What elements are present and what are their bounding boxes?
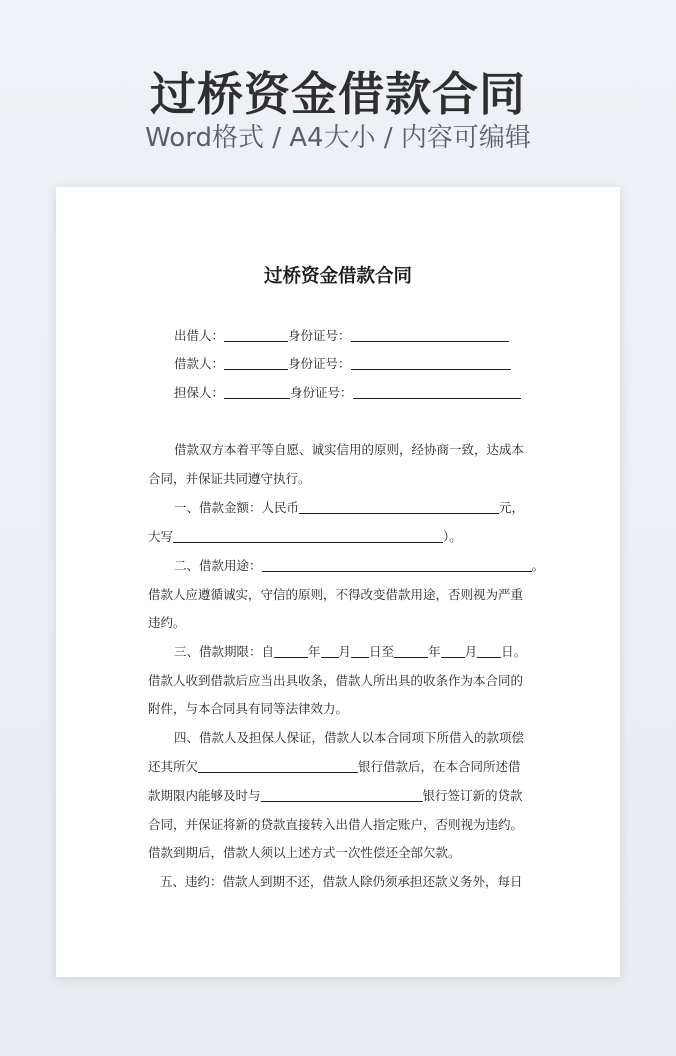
clause4-line2a: 还其所欠 xyxy=(148,759,199,774)
clause5-line-1: 五、违约：借款人到期不还，借款人除仍须承担还款义务外，每日 xyxy=(160,874,523,889)
guarantor-label: 担保人： xyxy=(174,385,225,400)
start-year-blank[interactable] xyxy=(274,643,308,658)
guarantor-name-blank[interactable] xyxy=(224,384,290,399)
document-title: 过桥资金借款合同 xyxy=(263,266,412,287)
borrower-name-blank[interactable] xyxy=(224,355,288,370)
clause4-line-5: 借款到期后，借款人须以上述方式一次性偿还全部欠款。 xyxy=(148,845,461,860)
owed-bank-blank[interactable] xyxy=(198,758,358,773)
borrower-id-label: 身份证号： xyxy=(288,356,351,371)
clause3-label: 三、借款期限：自 xyxy=(174,644,275,659)
end-year-label: 年 xyxy=(428,644,441,659)
start-day-blank[interactable] xyxy=(351,643,369,658)
borrower-row xyxy=(174,354,511,372)
lender-label: 出借人： xyxy=(174,328,225,343)
amount-blank[interactable] xyxy=(299,499,499,514)
day-to-label: 日至 xyxy=(369,644,395,659)
banner-subtitle: Word格式 / A4大小 / 内容可编辑 xyxy=(145,123,531,153)
clause2-label: 二、借款用途： xyxy=(174,558,262,573)
start-year-label: 年 xyxy=(308,644,321,659)
clause1-row xyxy=(174,498,524,516)
intro-line-1: 借款双方本着平等自愿、诚实信用的原则，经协商一致，达成本 xyxy=(174,442,525,457)
clause2-line-2: 借款人应遵循诚实，守信的原则，不得改变借款用途，否则视为严重 xyxy=(148,587,524,602)
clause4-line2b: 银行借款后，在本合同所述借 xyxy=(358,759,521,774)
clause1-daxie-row xyxy=(148,527,462,545)
end-day-blank[interactable] xyxy=(477,643,501,658)
clause1-label: 一、借款金额：人民币 xyxy=(174,500,300,515)
clause4-line-2 xyxy=(148,757,521,775)
end-month-label: 月 xyxy=(464,644,478,659)
day-end-label: 日。 xyxy=(501,644,527,659)
lender-id-blank[interactable] xyxy=(351,327,509,342)
daxie-label: 大写 xyxy=(148,529,174,544)
clause3-line-2: 借款人收到借款后应当出具收条，借款人所出具的收条作为本合同的 xyxy=(148,673,524,688)
end-month-blank[interactable] xyxy=(441,643,465,658)
clause1-unit: 元， xyxy=(499,500,525,515)
guarantor-id-blank[interactable] xyxy=(353,384,521,399)
clause2-end: 。 xyxy=(531,558,545,573)
clause4-line-1: 四、借款人及担保人保证，借款人以本合同项下所借入的款项偿 xyxy=(174,730,525,745)
intro-line-2: 合同，并保证共同遵守执行。 xyxy=(148,471,311,486)
clause2-row xyxy=(174,556,544,574)
new-bank-blank[interactable] xyxy=(261,787,423,802)
clause3-row xyxy=(174,642,526,660)
clause4-line-3 xyxy=(148,786,523,804)
borrower-id-blank[interactable] xyxy=(351,355,511,370)
clause2-line-3: 违约。 xyxy=(148,615,186,630)
clause4-line3b: 银行签订新的贷款 xyxy=(422,788,523,803)
lender-row xyxy=(174,326,509,344)
daxie-blank[interactable] xyxy=(173,528,443,543)
start-month-blank[interactable] xyxy=(321,643,339,658)
clause1-close: ）。 xyxy=(443,529,462,544)
clause4-line-4: 合同，并保证将新的贷款直接转入出借人指定账户，否则视为违约。 xyxy=(148,817,524,832)
lender-name-blank[interactable] xyxy=(224,327,288,342)
purpose-blank[interactable] xyxy=(262,557,532,572)
borrower-label: 借款人： xyxy=(174,356,225,371)
banner-title: 过桥资金借款合同 xyxy=(150,67,526,121)
guarantor-id-label: 身份证号： xyxy=(290,385,353,400)
clause3-line-3: 附件，与本合同具有同等法律效力。 xyxy=(148,701,349,716)
guarantor-row xyxy=(174,383,521,401)
clause4-line3a: 款期限内能够及时与 xyxy=(148,788,261,803)
end-year-blank[interactable] xyxy=(394,643,428,658)
start-month-label: 月 xyxy=(338,644,352,659)
lender-id-label: 身份证号： xyxy=(288,328,351,343)
